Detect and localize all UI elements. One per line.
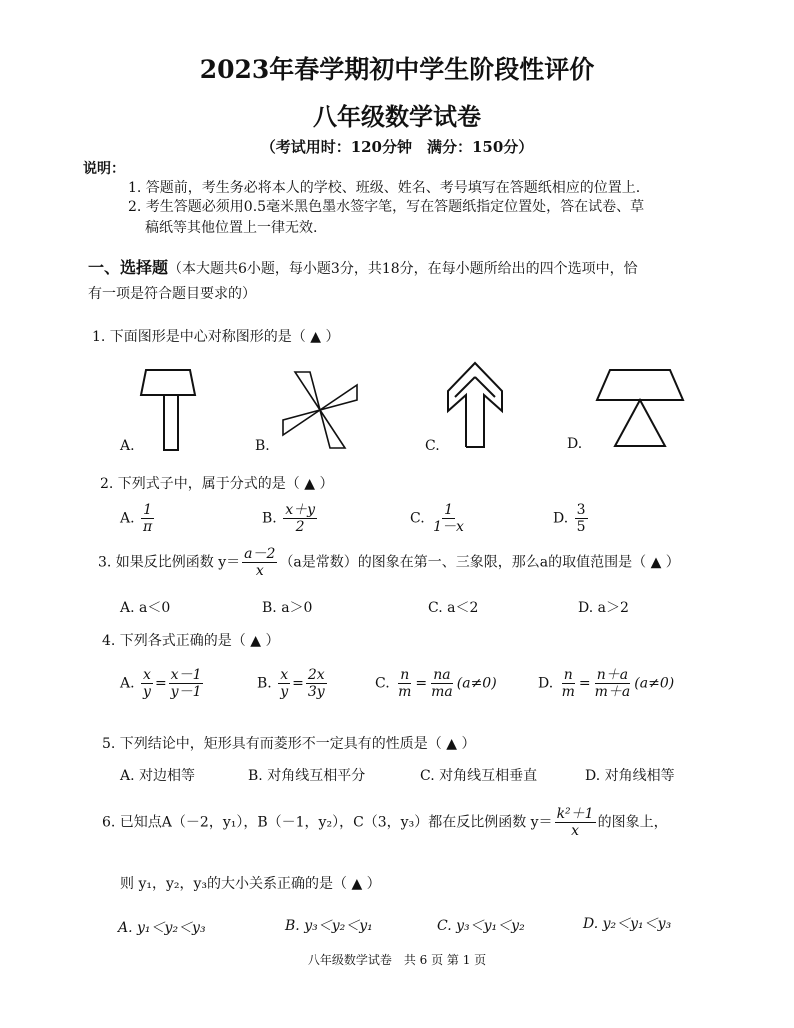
instruction-item: 2. 考生答题必须用0.5毫米黑色墨水签字笔，写在答题纸指定位置处，答在试卷、草 (128, 199, 645, 215)
q1-figure-b (275, 370, 365, 450)
q1-figure-c (445, 355, 505, 450)
exam-subtitle: 八年级数学试卷 (313, 102, 481, 131)
q4-option-d[interactable]: D. $\frac{n}{m}$ = $\frac{n+a}{m+a}$ (a≠0) (538, 667, 675, 701)
instruction-item: 稿纸等其他位置上一律无效. (145, 220, 318, 236)
instruction-item: 1. 答题前，考生务必将本人的学校、班级、姓名、考号填写在答题纸相应的位置上. (128, 180, 641, 196)
q5-stem: 5. 下列结论中，矩形具有而菱形不一定具有的性质是（ ▲ ） (102, 736, 476, 752)
q4-stem: 4. 下列各式正确的是（ ▲ ） (102, 633, 280, 649)
q1-figure-a (138, 370, 198, 455)
q1-option-b[interactable]: B. (255, 438, 270, 454)
q2-option-c[interactable]: C. $\frac{1}{1-x}$ (410, 502, 464, 536)
exam-info: （考试用时：120分钟 满分：150分） (260, 138, 534, 156)
section-desc-line2: 有一项是符合题目要求的） (88, 286, 256, 302)
q2-option-d[interactable]: D. $\frac{3}{5}$ (553, 502, 586, 536)
q6-stem-line2: 则 y₁，y₂，y₃的大小关系正确的是（ ▲ ） (120, 876, 381, 892)
q2-stem: 2. 下列式子中，属于分式的是（ ▲ ） (100, 476, 334, 492)
q3-stem: 3. 如果反比例函数 y＝ $\frac{a-2}{x}$ （a是常数）的图象在第一、三象限，那么a的取值范围是（ ▲ ） (98, 546, 680, 580)
section-heading: 一、选择题 (88, 258, 169, 277)
q1-option-d[interactable]: D. (567, 436, 583, 452)
q1-option-c[interactable]: C. (425, 438, 440, 454)
q1-figure-d (595, 368, 685, 450)
q4-option-c[interactable]: C. $\frac{n}{m}$ = $\frac{na}{ma}$ (a≠0) (375, 667, 497, 701)
q1-option-a[interactable]: A. (120, 438, 135, 454)
q5-option-d[interactable]: D. 对角线相等 (585, 768, 675, 784)
q6-option-a[interactable]: A. y₁＜y₂＜y₃ (118, 920, 206, 936)
q2-option-a[interactable]: A. $\frac{1}{\pi}$ (120, 502, 153, 536)
q6-option-c[interactable]: C. y₃＜y₁＜y₂ (437, 918, 525, 934)
q3-option-b[interactable]: B. a＞0 (262, 600, 313, 616)
q6-option-d[interactable]: D. y₂＜y₁＜y₃ (583, 916, 672, 932)
exam-title: 2023年春学期初中学生阶段性评价 (199, 55, 595, 84)
q6-option-b[interactable]: B. y₃＜y₂＜y₁ (285, 918, 373, 934)
q3-option-c[interactable]: C. a＜2 (428, 600, 479, 616)
q3-option-d[interactable]: D. a＞2 (578, 600, 629, 616)
section-desc: （本大题共6小题，每小题3分，共18分，在每小题所给出的四个选项中，恰 (168, 261, 638, 277)
q4-option-a[interactable]: A. $\frac{x}{y}$ = $\frac{x-1}{y-1}$ (120, 667, 202, 701)
q5-option-b[interactable]: B. 对角线互相平分 (248, 768, 366, 784)
q3-option-a[interactable]: A. a＜0 (120, 600, 171, 616)
instructions-label: 说明： (83, 161, 125, 177)
q1-stem: 1. 下面图形是中心对称图形的是（ ▲ ） (92, 329, 340, 345)
page-footer: 八年级数学试卷 共 6 页 第 1 页 (307, 953, 487, 967)
section-heading-row (88, 255, 638, 278)
q5-option-a[interactable]: A. 对边相等 (120, 768, 196, 784)
q2-option-b[interactable]: B. $\frac{x+y}{2}$ (262, 502, 316, 536)
q6-stem: 6. 已知点A（－2，y₁），B（－1，y₂），C（3，y₃）都在反比例函数 y＝ $\frac{\text{k²＋1}}{x}$ 的图象上， (102, 806, 668, 840)
q5-option-c[interactable]: C. 对角线互相垂直 (420, 768, 538, 784)
q4-option-b[interactable]: B. $\frac{x}{y}$ = $\frac{2x}{3y}$ (257, 667, 325, 701)
